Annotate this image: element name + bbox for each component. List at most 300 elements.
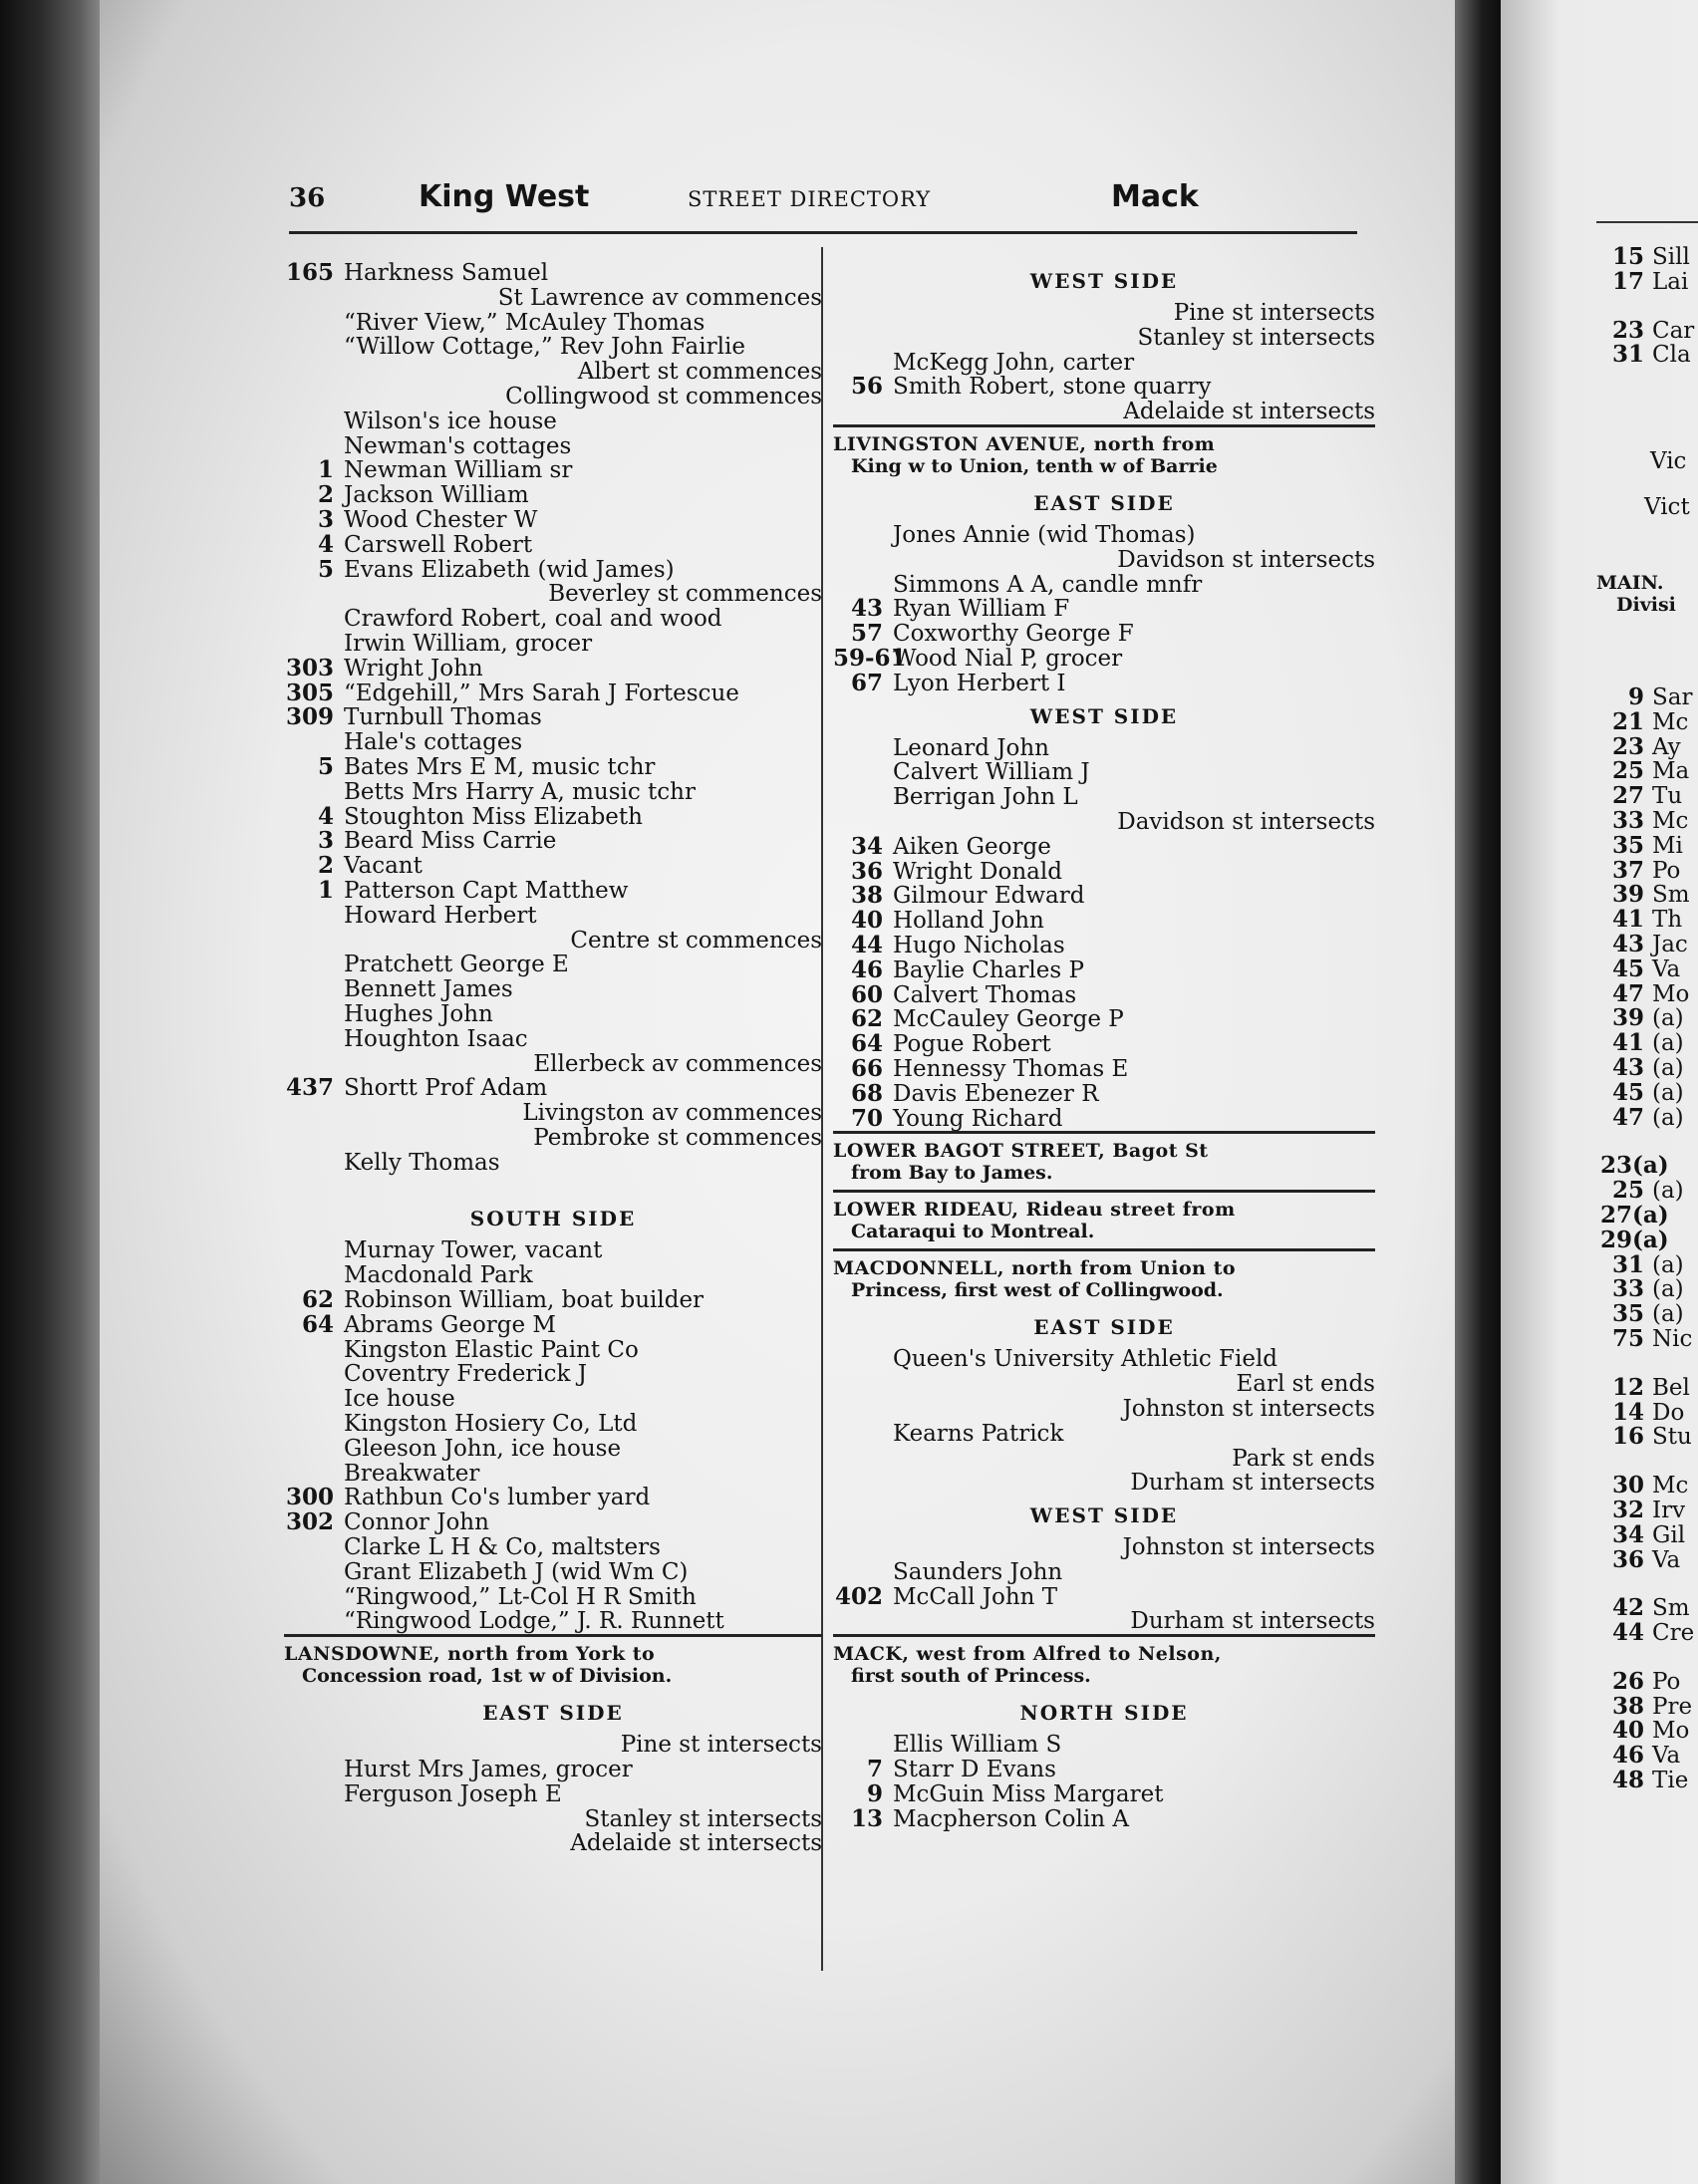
cross-street-line [833, 810, 1375, 835]
resident-name: Harkness Samuel [344, 260, 549, 286]
directory-entry [833, 1079, 1375, 1107]
cross-street-line [284, 1052, 822, 1077]
spacer [284, 1175, 822, 1199]
house-number: 303 [285, 654, 334, 682]
resident-name: Shortt Prof Adam [344, 1075, 548, 1102]
directory-entry [284, 458, 822, 483]
house-number: 46 [1611, 1742, 1644, 1770]
cross-street-note: Johnston st intersects [1122, 1534, 1375, 1561]
cross-street-line [833, 1609, 1375, 1634]
facing-page [1501, 0, 1698, 2184]
house-number: 5 [317, 752, 334, 780]
house-number: 39 [1611, 881, 1644, 909]
facing-page-street-heading: Divisi [1616, 594, 1676, 616]
resident-name: (a) [1652, 1301, 1684, 1328]
resident-name: Leonard John [893, 734, 1049, 761]
house-number: 309 [285, 703, 334, 731]
house-number: 305 [285, 679, 334, 706]
resident-name: Howard Herbert [344, 902, 537, 929]
resident-name: Queen's University Athletic Field [893, 1346, 1278, 1373]
cross-street-line [284, 1101, 822, 1126]
resident-name: Pre [1652, 1693, 1693, 1720]
resident-name: Patterson Capt Matthew [344, 877, 629, 904]
directory-column-left [284, 261, 822, 1856]
house-number: 23 [1611, 316, 1644, 344]
directory-entry [833, 1560, 1375, 1585]
resident-name: Turnbull Thomas [344, 704, 542, 731]
resident-name: Tie [1652, 1768, 1689, 1794]
running-head-right: Mack [1111, 179, 1199, 214]
directory-entry [284, 854, 822, 879]
resident-name: Hale's cottages [344, 729, 523, 756]
resident-name: Nic [1652, 1325, 1693, 1352]
resident-name: Simmons A A, candle mnfr [893, 571, 1203, 598]
resident-name: (a) [1652, 1276, 1684, 1303]
house-number: 21 [1611, 707, 1644, 735]
house-number: 47 [1611, 1103, 1644, 1131]
house-number: 36 [850, 857, 883, 885]
house-number: 12 [1611, 1373, 1644, 1401]
directory-entry [833, 980, 1375, 1008]
resident-name: Jones Annie (wid Thomas) [893, 521, 1196, 548]
facing-page-fragment: Vic [1650, 448, 1687, 474]
cross-street-note: Earl st ends [1236, 1371, 1375, 1398]
house-number: 41 [1611, 1029, 1644, 1057]
resident-name: Jackson William [344, 482, 529, 509]
street-description: Concession road, 1st w of Division. [302, 1665, 673, 1688]
house-number: 35 [1611, 1300, 1644, 1328]
resident-name: Beard Miss Carrie [344, 828, 557, 855]
house-number: 33 [1611, 806, 1644, 834]
house-number: 5 [317, 555, 334, 583]
cross-street-note: Collingwood st commences [505, 383, 822, 410]
directory-entry [284, 1076, 822, 1101]
directory-entry [284, 632, 822, 657]
resident-name: “River View,” McAuley Thomas [344, 309, 706, 336]
directory-entry [833, 1582, 1375, 1610]
directory-entry [833, 785, 1375, 810]
house-number: 13 [850, 1804, 883, 1832]
resident-name: Hurst Mrs James, grocer [344, 1757, 633, 1783]
book-edge [0, 0, 110, 2184]
cross-street-line [833, 1447, 1375, 1472]
house-number: 36 [1611, 1545, 1644, 1573]
house-number: 44 [850, 931, 883, 958]
house-number: 3 [317, 827, 334, 855]
facing-page-street-heading: MAIN. [1596, 572, 1664, 594]
cross-street-note: Johnston st intersects [1122, 1395, 1375, 1422]
directory-entry [284, 335, 822, 360]
resident-name: Coxworthy George F [893, 621, 1134, 648]
resident-name: (a) [1652, 1054, 1684, 1081]
house-number: 35 [1611, 831, 1644, 859]
directory-entry [284, 1437, 822, 1462]
resident-name: Tu [1652, 783, 1683, 810]
directory-entry [284, 679, 822, 706]
resident-name: Va [1652, 1546, 1681, 1573]
resident-name: Mc [1652, 1473, 1689, 1500]
resident-name: Kelly Thomas [344, 1149, 500, 1176]
cross-street-line [284, 1831, 822, 1856]
side-heading: WEST SIDE [1029, 1503, 1179, 1528]
directory-entry [284, 1238, 822, 1263]
page-number: 36 [289, 183, 326, 213]
street-name: LOWER RIDEAU, Rideau street from [833, 1199, 1236, 1222]
house-number: 1 [317, 456, 334, 484]
house-number: 402 [834, 1582, 883, 1610]
resident-name: Cre [1652, 1620, 1695, 1647]
resident-name: Crawford Robert, coal and wood [344, 606, 722, 633]
side-heading: SOUTH SIDE [469, 1207, 637, 1231]
house-number: 25 [1611, 757, 1644, 785]
street-heading [833, 1634, 1375, 1693]
resident-name: Rathbun Co's lumber yard [344, 1485, 651, 1511]
running-head-left: King West [419, 179, 590, 214]
resident-name: Davis Ebenezer R [893, 1080, 1099, 1107]
directory-entry [833, 736, 1375, 761]
resident-name: Hugo Nicholas [893, 932, 1065, 958]
directory-entry [284, 483, 822, 508]
directory-entry [833, 669, 1375, 696]
directory-entry [284, 1387, 822, 1412]
street-description: King w to Union, tenth w of Barrie [851, 454, 1218, 477]
house-number: 40 [1611, 1717, 1644, 1745]
side-heading: WEST SIDE [1029, 703, 1179, 728]
house-number: 70 [850, 1104, 883, 1132]
cross-street-line [833, 301, 1375, 326]
resident-name: Cla [1652, 342, 1691, 369]
directory-entry [833, 644, 1375, 672]
house-number: 14 [1611, 1398, 1644, 1426]
directory-entry [284, 555, 822, 583]
directory-entry [284, 410, 822, 434]
street-heading [833, 1131, 1375, 1190]
resident-name: Sm [1652, 1595, 1690, 1622]
resident-name: Newman's cottages [344, 432, 572, 459]
resident-name: Calvert William J [893, 759, 1090, 786]
house-number: 45 [1611, 1078, 1644, 1106]
house-number: 43 [850, 595, 883, 623]
house-number: 7 [866, 1756, 883, 1783]
resident-name: Clarke L H & Co, maltsters [344, 1534, 661, 1561]
side-heading: WEST SIDE [1029, 269, 1179, 293]
resident-name: Murnay Tower, vacant [344, 1237, 603, 1264]
house-number: 26 [1611, 1667, 1644, 1695]
house-number: 300 [285, 1484, 334, 1511]
house-number: 27 [1611, 782, 1644, 810]
resident-name: Wood Chester W [344, 506, 538, 533]
resident-name: Sm [1652, 882, 1690, 909]
cross-street-note: Adelaide st intersects [570, 1830, 822, 1857]
directory-entry [833, 832, 1375, 860]
cross-street-note: Ellerbeck av commences [533, 1050, 822, 1077]
resident-name: Lyon Herbert I [893, 670, 1066, 696]
resident-name: Calvert Thomas [893, 981, 1077, 1008]
house-number: 437 [285, 1074, 334, 1102]
house-number: 17 [1611, 267, 1644, 295]
resident-name: Abrams George M [344, 1311, 556, 1338]
resident-name: (a) [1652, 1178, 1684, 1205]
side-heading: NORTH SIDE [1019, 1701, 1189, 1726]
house-number: 31 [1611, 1250, 1644, 1278]
resident-name: Wright Donald [893, 858, 1062, 885]
cross-street-note: Park st ends [1232, 1445, 1375, 1472]
directory-entry [284, 1310, 822, 1338]
resident-name: McKegg John, carter [893, 349, 1135, 376]
directory-entry [284, 1151, 822, 1176]
resident-name: Mc [1652, 807, 1689, 834]
directory-entry [284, 311, 822, 336]
resident-name: “Edgehill,” Mrs Sarah J Fortescue [344, 680, 739, 706]
house-number: 1 [317, 876, 334, 904]
house-number: 43 [1611, 1053, 1644, 1081]
resident-name: Aiken George [893, 833, 1051, 860]
house-number: 4 [317, 802, 334, 830]
facing-page-rule [1596, 221, 1698, 223]
house-number: 62 [301, 1286, 334, 1314]
cross-street-note: Davidson st intersects [1117, 546, 1375, 573]
street-name: LIVINGSTON AVENUE, north from [833, 432, 1216, 455]
house-number: 39 [1611, 1004, 1644, 1032]
directory-entry [284, 904, 822, 929]
house-number: 62 [850, 1005, 883, 1033]
directory-entry [284, 1585, 822, 1610]
directory-entry [833, 760, 1375, 785]
street-heading [833, 1190, 1375, 1248]
resident-name: Hughes John [344, 1000, 493, 1027]
house-number: 16 [1611, 1423, 1644, 1451]
house-number: 41 [1611, 906, 1644, 934]
house-number: 2 [317, 852, 334, 880]
directory-entry [284, 1462, 822, 1487]
house-number: 15 [1611, 243, 1644, 270]
resident-name: Newman William sr [344, 457, 573, 484]
house-number: 43 [1611, 930, 1644, 957]
directory-entry [284, 1510, 822, 1535]
cross-street-line [284, 1126, 822, 1151]
directory-entry [284, 876, 822, 904]
resident-name: “Willow Cottage,” Rev John Fairlie [344, 334, 745, 361]
street-name: MACK, west from Alfred to Nelson, [833, 1643, 1222, 1666]
directory-entry [284, 829, 822, 854]
resident-name: Ma [1652, 758, 1690, 785]
cross-street-line [284, 385, 822, 410]
directory-entry [833, 1054, 1375, 1082]
directory-entry [833, 1032, 1375, 1057]
resident-name: Grant Elizabeth J (wid Wm C) [344, 1558, 689, 1585]
resident-name: Wright John [344, 655, 483, 682]
cross-street-note: Livingston av commences [522, 1100, 822, 1127]
house-number: 66 [850, 1054, 883, 1082]
resident-name: (a) [1652, 1251, 1684, 1278]
directory-entry [833, 1104, 1375, 1132]
cross-street-line [833, 1372, 1375, 1397]
resident-name: Betts Mrs Harry A, music tchr [344, 778, 696, 805]
facing-page-fragment: Vict [1644, 494, 1690, 520]
house-number: 75 [1611, 1324, 1644, 1352]
street-heading [833, 424, 1375, 483]
house-number: 64 [301, 1310, 334, 1338]
cross-street-line [833, 326, 1375, 351]
resident-name: Coventry Frederick J [344, 1361, 588, 1388]
resident-name: Wilson's ice house [344, 408, 557, 434]
cross-street-line [284, 360, 822, 385]
directory-entry [284, 607, 822, 632]
resident-name: Gleeson John, ice house [344, 1435, 622, 1462]
resident-name: Ferguson Joseph E [344, 1780, 562, 1807]
side-heading: EAST SIDE [482, 1701, 624, 1726]
resident-name: Ryan William F [893, 596, 1070, 623]
house-number: 45 [1611, 955, 1644, 982]
resident-name: (a) [1652, 1030, 1684, 1057]
directory-entry [284, 1027, 822, 1052]
resident-name: Breakwater [344, 1460, 480, 1487]
side-heading: EAST SIDE [1033, 490, 1175, 515]
street-heading [284, 1634, 822, 1693]
resident-name: Houghton Isaac [344, 1025, 528, 1052]
directory-entry [284, 654, 822, 682]
resident-name: Sill [1652, 244, 1690, 270]
resident-name: Baylie Charles P [893, 956, 1084, 983]
street-name: LOWER BAGOT STREET, Bagot St [833, 1140, 1209, 1163]
house-number: 23(a) [1600, 1152, 1669, 1180]
directory-entry [833, 1758, 1375, 1782]
directory-entry [284, 505, 822, 533]
resident-name: “Ringwood,” Lt-Col H R Smith [344, 1583, 697, 1610]
directory-entry [833, 573, 1375, 598]
house-number: 23 [1611, 732, 1644, 760]
resident-name: Stoughton Miss Elizabeth [344, 803, 643, 830]
house-number: 165 [285, 259, 334, 286]
cross-street-note: St Lawrence av commences [497, 284, 822, 311]
cross-street-note: Pine st intersects [1173, 300, 1375, 326]
resident-name: Do [1652, 1399, 1685, 1426]
resident-name: Connor John [344, 1509, 489, 1536]
house-number: 47 [1611, 979, 1644, 1007]
directory-entry [284, 1486, 822, 1510]
cross-street-note: Durham st intersects [1130, 1608, 1375, 1635]
header-rule [289, 231, 1357, 234]
resident-name: Bel [1652, 1374, 1690, 1401]
resident-name: Saunders John [893, 1558, 1063, 1585]
house-number: 34 [1611, 1520, 1644, 1548]
directory-entry [284, 530, 822, 558]
resident-name: Gilmour Edward [893, 883, 1085, 910]
house-number: 4 [317, 530, 334, 558]
directory-entry [833, 1804, 1375, 1832]
resident-name: Berrigan John L [893, 784, 1078, 811]
resident-name: Irv [1652, 1497, 1686, 1523]
directory-entry [833, 523, 1375, 548]
resident-name: Ice house [344, 1386, 455, 1413]
house-number: 48 [1611, 1767, 1644, 1794]
cross-street-line [833, 548, 1375, 573]
resident-name: Kearns Patrick [893, 1420, 1064, 1447]
cross-street-note: Adelaide st intersects [1123, 399, 1375, 425]
directory-entry [284, 802, 822, 830]
directory-entry [284, 1758, 822, 1782]
house-number: 38 [850, 882, 883, 910]
resident-name: McGuin Miss Margaret [893, 1780, 1164, 1807]
cross-street-line [284, 929, 822, 954]
book-gutter [1455, 0, 1501, 2184]
resident-name: Lai [1652, 268, 1689, 295]
resident-name: Po [1652, 857, 1681, 884]
house-number: 9 [1627, 683, 1644, 710]
resident-name: Starr D Evans [893, 1757, 1056, 1783]
directory-entry [284, 953, 822, 977]
house-number: 37 [1611, 856, 1644, 884]
cross-street-note: Beverley st commences [548, 581, 822, 608]
resident-name: McCall John T [893, 1583, 1058, 1610]
resident-name: (a) [1652, 1005, 1684, 1032]
cross-street-line [284, 1733, 822, 1758]
resident-name: Ellis William S [893, 1732, 1062, 1759]
directory-entry [284, 1338, 822, 1363]
directory-column-right [833, 261, 1375, 1831]
directory-entry [284, 1002, 822, 1027]
house-number: 29(a) [1600, 1226, 1669, 1253]
cross-street-line [284, 582, 822, 607]
house-number: 56 [850, 373, 883, 401]
resident-name: Evans Elizabeth (wid James) [344, 556, 675, 583]
directory-entry [833, 857, 1375, 885]
house-number: 34 [850, 832, 883, 860]
resident-name: Sar [1652, 684, 1693, 710]
cross-street-line [284, 286, 822, 311]
page-header [289, 179, 1365, 219]
resident-name: Mo [1652, 980, 1690, 1007]
street-name: MACDONNELL, north from Union to [833, 1257, 1237, 1280]
directory-entry [833, 1007, 1375, 1032]
house-number: 2 [317, 481, 334, 509]
resident-name: (a) [1652, 1104, 1684, 1131]
cross-street-note: Albert st commences [577, 359, 822, 386]
house-number: 64 [850, 1030, 883, 1058]
house-number: 44 [1611, 1619, 1644, 1647]
directory-entry [833, 1779, 1375, 1807]
directory-entry [284, 1782, 822, 1807]
directory-entry [833, 1422, 1375, 1447]
house-number: 9 [866, 1779, 883, 1807]
cross-street-note: Pembroke st commences [533, 1124, 822, 1151]
house-number: 42 [1611, 1594, 1644, 1622]
directory-entry [284, 1560, 822, 1585]
cross-street-note: Stanley st intersects [1137, 324, 1375, 351]
directory-entry [833, 622, 1375, 647]
resident-name: Pogue Robert [893, 1031, 1051, 1058]
street-description: Princess, first west of Collingwood. [851, 1279, 1224, 1302]
resident-name: Ay [1652, 733, 1681, 760]
directory-entry [284, 977, 822, 1002]
resident-name: Carswell Robert [344, 531, 533, 558]
resident-name: Vacant [344, 853, 423, 880]
house-number: 40 [850, 907, 883, 935]
cross-street-line [833, 1535, 1375, 1560]
house-number: 60 [850, 980, 883, 1008]
resident-name: Mc [1652, 708, 1689, 735]
house-number: 25 [1611, 1177, 1644, 1205]
cross-street-line [833, 1471, 1375, 1496]
directory-entry [284, 705, 822, 730]
cross-street-note: Stanley st intersects [584, 1805, 822, 1832]
resident-name: Po [1652, 1668, 1681, 1695]
house-number: 68 [850, 1079, 883, 1107]
resident-name: (a) [1652, 1079, 1684, 1106]
resident-name: Young Richard [893, 1105, 1063, 1132]
cross-street-line [284, 1807, 822, 1832]
directory-entry [833, 597, 1375, 622]
